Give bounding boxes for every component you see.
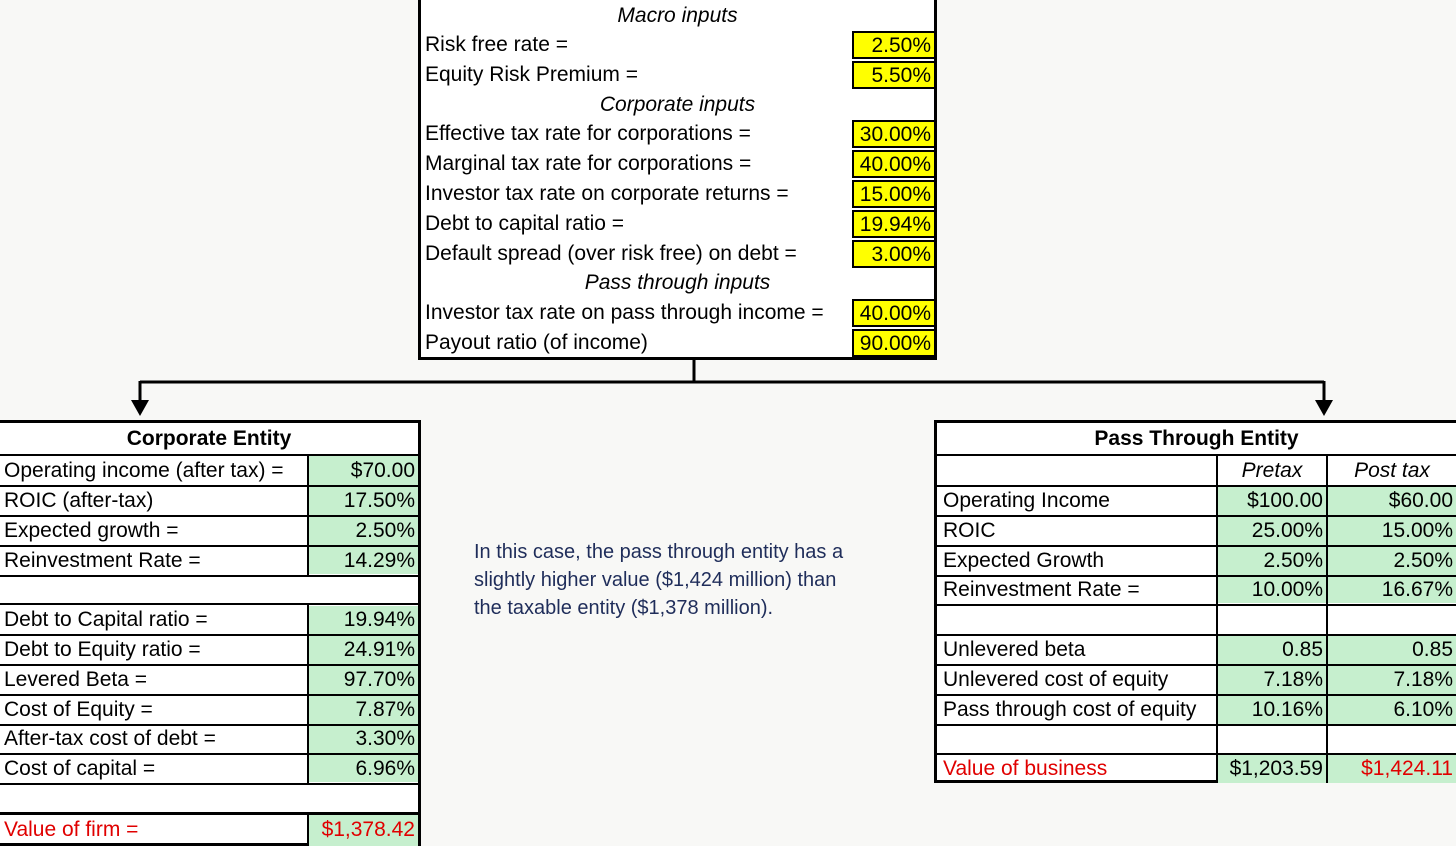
macro-inputs-header: Macro inputs [617, 4, 738, 27]
corp-row-roic [0, 486, 418, 516]
corp-value: 2.50% [355, 519, 415, 542]
corp-label: Levered Beta = [4, 668, 148, 691]
pt-posttax: $60.00 [1388, 489, 1453, 512]
value-of-business-pretax: $1,203.59 [1229, 757, 1323, 780]
pass-through-entity-table [934, 420, 1456, 783]
posttax-header: Post tax [1354, 459, 1430, 482]
pt-posttax: 7.18% [1393, 668, 1453, 691]
note-line-3: the taxable entity ($1,378 million). [474, 597, 774, 619]
eff-tax-label: Effective tax rate for corporations = [425, 122, 751, 145]
pt-label: Pass through cost of equity [943, 698, 1197, 721]
spread-label: Default spread (over risk free) on debt = [425, 242, 797, 265]
eff-tax-input[interactable]: 30.00% [852, 120, 936, 148]
pt-pretax: 25.00% [1251, 519, 1323, 542]
pt-posttax: 16.67% [1381, 578, 1453, 601]
corp-row-cost-debt [0, 724, 418, 754]
note-line-1: In this case, the pass through entity has a [474, 541, 844, 563]
corp-value: 97.70% [343, 668, 415, 691]
corp-row-value-firm [0, 815, 418, 845]
pt-posttax: 0.85 [1412, 638, 1453, 661]
corp-label: ROIC (after-tax) [4, 489, 154, 512]
pt-posttax: 2.50% [1393, 549, 1453, 572]
corp-label: Debt to Equity ratio = [4, 638, 201, 661]
value-of-business-posttax: $1,424.11 [1361, 757, 1453, 780]
pt-label: Unlevered cost of equity [943, 668, 1169, 691]
risk-free-input[interactable]: 2.50% [852, 31, 936, 59]
corp-value: 7.87% [355, 698, 415, 721]
corp-value: 3.30% [355, 727, 415, 750]
corp-label: Debt to Capital ratio = [4, 608, 208, 631]
risk-free-label: Risk free rate = [425, 33, 568, 56]
pt-pretax: 10.00% [1251, 578, 1323, 601]
corp-label: Cost of Equity = [4, 698, 153, 721]
payout-input[interactable]: 90.00% [852, 329, 936, 357]
corp-row-cost-capital [0, 754, 418, 784]
pt-pretax: 10.16% [1251, 698, 1323, 721]
dc-label: Debt to capital ratio = [425, 212, 625, 235]
pt-label: Unlevered beta [943, 638, 1086, 661]
right-arrowhead [1315, 400, 1333, 416]
inv-tax-pt-label: Investor tax rate on pass through income = [425, 301, 824, 324]
corp-row-levered-beta [0, 665, 418, 695]
corp-row-reinvestment [0, 546, 418, 576]
erp-input[interactable]: 5.50% [852, 61, 936, 89]
corp-label: Expected growth = [4, 519, 179, 542]
corp-value: 19.94% [343, 608, 415, 631]
pt-pretax: 7.18% [1263, 668, 1323, 691]
explanation-note [474, 538, 894, 622]
pt-row-unlevered-beta [937, 635, 1456, 665]
spread-input[interactable]: 3.00% [852, 240, 936, 268]
pt-row-growth [937, 546, 1456, 576]
value-of-business-label: Value of business [943, 757, 1108, 780]
corporate-entity-title: Corporate Entity [126, 427, 292, 450]
pt-posttax: 15.00% [1381, 519, 1453, 542]
pt-row-reinvestment [937, 575, 1456, 605]
corporate-entity-table [0, 420, 421, 846]
corp-row-growth [0, 516, 418, 546]
pt-pretax: 2.50% [1263, 549, 1323, 572]
pt-row-unlevered-cost-equity [937, 665, 1456, 695]
pass-through-inputs-header: Pass through inputs [584, 271, 771, 294]
value-of-firm-label: Value of firm = [4, 818, 139, 841]
pt-posttax: 6.10% [1393, 698, 1453, 721]
inv-tax-corp-input[interactable]: 15.00% [852, 180, 936, 208]
pt-pretax: $100.00 [1247, 489, 1323, 512]
corp-row-cost-equity [0, 695, 418, 725]
corp-value: 14.29% [343, 549, 415, 572]
marg-tax-label: Marginal tax rate for corporations = [425, 152, 752, 175]
pt-row-roic [937, 516, 1456, 546]
pass-through-entity-title: Pass Through Entity [1094, 427, 1299, 450]
inv-tax-pt-input[interactable]: 40.00% [852, 299, 936, 327]
corp-row-debt-equity [0, 635, 418, 665]
pt-pretax: 0.85 [1282, 638, 1323, 661]
corp-row-operating-income [0, 456, 418, 486]
corp-label: Cost of capital = [4, 757, 156, 780]
corporate-inputs-header: Corporate inputs [599, 93, 756, 116]
pt-row-pass-through-cost-equity [937, 695, 1456, 725]
dc-input[interactable]: 19.94% [852, 210, 936, 238]
corp-value: 6.96% [355, 757, 415, 780]
left-arrowhead [131, 400, 149, 416]
pt-label: Expected Growth [943, 549, 1105, 572]
marg-tax-input[interactable]: 40.00% [852, 150, 936, 178]
corp-label: Operating income (after tax) = [4, 459, 284, 482]
note-line-2: slightly higher value ($1,424 million) than [474, 569, 837, 591]
corp-row-debt-capital [0, 605, 418, 635]
corp-value: 24.91% [343, 638, 415, 661]
corp-label: After-tax cost of debt = [4, 727, 216, 750]
pt-column-headers [937, 456, 1456, 486]
pt-label: Reinvestment Rate = [943, 578, 1140, 601]
corp-value: 17.50% [343, 489, 415, 512]
payout-label: Payout ratio (of income) [425, 331, 648, 354]
inv-tax-corp-label: Investor tax rate on corporate returns = [425, 182, 789, 205]
pretax-header: Pretax [1241, 459, 1303, 482]
pt-label: Operating Income [943, 489, 1110, 512]
corp-label: Reinvestment Rate = [4, 549, 201, 572]
pt-row-operating-income [937, 486, 1456, 516]
corp-value: $70.00 [350, 459, 415, 482]
erp-label: Equity Risk Premium = [425, 63, 638, 86]
pt-row-value-business [937, 754, 1456, 784]
pt-label: ROIC [943, 519, 996, 542]
value-of-firm-amount: $1,378.42 [321, 818, 415, 841]
